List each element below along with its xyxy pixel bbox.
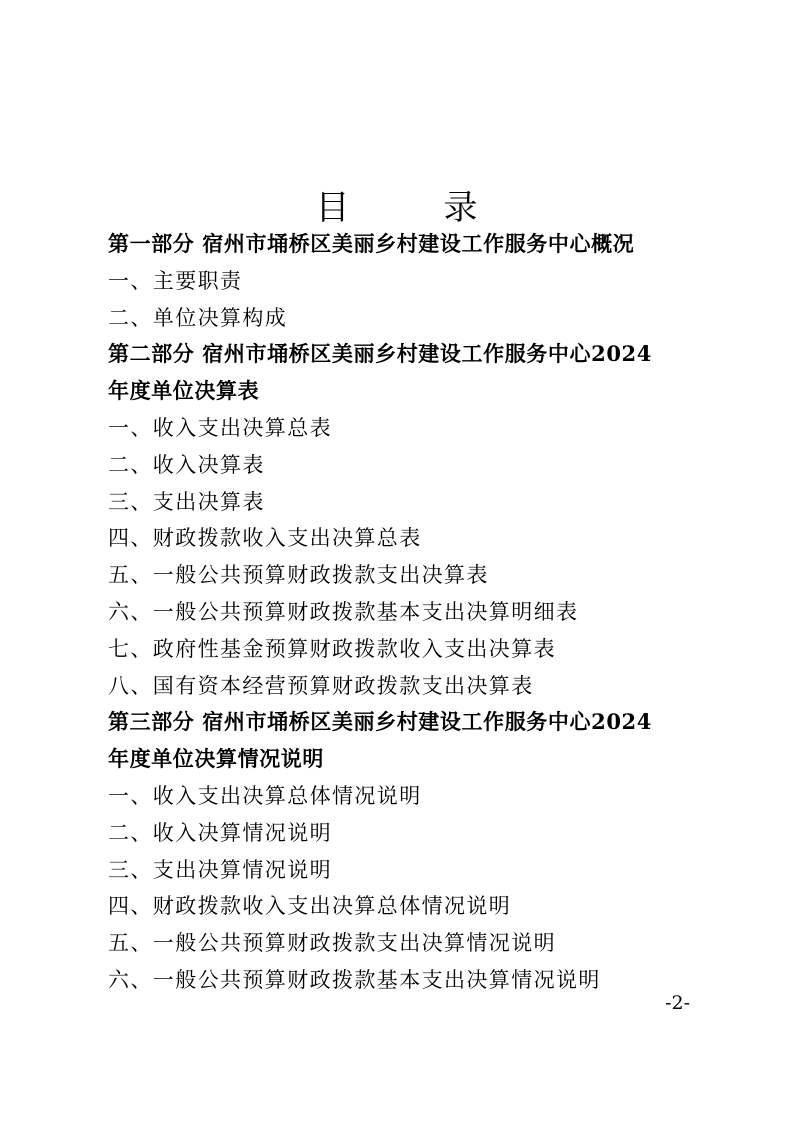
toc-item: 六、一般公共预算财政拨款基本支出决算情况说明	[108, 967, 601, 992]
toc-item: 八、国有资本经营预算财政拨款支出决算表	[108, 673, 534, 698]
toc-part-heading-continued: 年度单位决算表	[108, 378, 260, 404]
toc-item: 四、财政拨款收入支出决算总体情况说明	[108, 894, 512, 919]
toc-part-heading: 第二部分 宿州市埇桥区美丽乡村建设工作服务中心2024	[108, 341, 652, 367]
toc-item: 一、主要职责	[108, 268, 243, 293]
toc-item: 一、收入支出决算总体情况说明	[108, 783, 422, 808]
toc-item: 三、支出决算情况说明	[108, 857, 332, 882]
toc-title: 目 录	[315, 188, 508, 228]
toc-item: 五、一般公共预算财政拨款支出决算表	[108, 563, 489, 588]
toc-item: 五、一般公共预算财政拨款支出决算情况说明	[108, 931, 556, 956]
toc-item: 二、收入决算表	[108, 452, 265, 477]
toc-item: 二、收入决算情况说明	[108, 820, 332, 845]
toc-part-heading: 第一部分 宿州市埇桥区美丽乡村建设工作服务中心概况	[108, 231, 635, 256]
toc-item: 六、一般公共预算财政拨款基本支出决算明细表	[108, 599, 579, 624]
toc-item: 四、财政拨款收入支出决算总表	[108, 526, 422, 551]
table-of-contents	[108, 226, 708, 999]
toc-part-heading: 第三部分 宿州市埇桥区美丽乡村建设工作服务中心2024	[108, 709, 652, 735]
toc-item: 一、收入支出决算总表	[108, 415, 332, 440]
page-number: -2-	[665, 992, 690, 1014]
toc-item: 三、支出决算表	[108, 489, 265, 514]
toc-item: 二、单位决算构成	[108, 305, 288, 330]
toc-item: 七、政府性基金预算财政拨款收入支出决算表	[108, 636, 556, 661]
toc-part-heading-continued: 年度单位决算情况说明	[108, 746, 324, 772]
